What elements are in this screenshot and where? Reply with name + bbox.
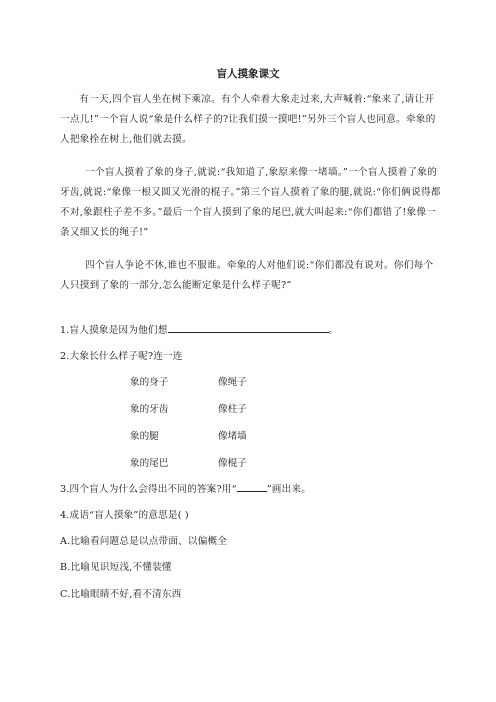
match-right-item[interactable]: 像堵墙 — [218, 431, 247, 442]
match-right-item[interactable]: 像绳子 — [218, 377, 247, 388]
paragraph-1: 有一天,四个盲人坐在树下乘凉。有个人牵着大象走过来,大声喊着:“象来了,请让开一点儿!”一个盲人说“象是什么样子的?让我们摸一摸吧!”另外三个盲人也同意。牵象的人把象拴在树上,他们就去摸。 — [60, 94, 436, 145]
question-2: 2.大象长什么样子呢?连一连 — [60, 351, 183, 362]
paragraph-3: 四个盲人争论不休,谁也不服谁。牵象的人对他们说:“你们都没有说对。你们每个人只摸到了象的一部分,怎么能断定象是什么样子呢?” — [60, 260, 434, 291]
underline-sample — [237, 491, 267, 492]
match-right-item[interactable]: 像棍子 — [218, 458, 247, 469]
match-left-item[interactable]: 象的身子 — [130, 377, 169, 388]
question-1-text: 1.盲人摸象是因为他们想 — [60, 325, 168, 336]
question-4: 4.成语“盲人摸象”的意思是( ) — [60, 510, 189, 521]
question-3-end: ”画出来。 — [266, 484, 311, 495]
answer-blank-1[interactable] — [168, 332, 329, 333]
question-3-text: 3.四个盲人为什么会得出不同的答案?用“ — [60, 484, 237, 495]
paragraph-2: 一个盲人摸着了象的身子,就说:“我知道了,象原来像一堵墙。”一个盲人摸着了象的牙齿,就说:“象像一根又圆又光滑的棍子。”第三个盲人摸着了象的腿,就说:“你们俩说得都不对,象跟柱子差不多。”最后一个盲人摸到了象的尾巴,就大叫起来:“你们都错了!象像一条又细又长的绳子!” — [60, 167, 441, 238]
option-c[interactable]: C.比喻眼睛不好,看不清东西 — [60, 589, 182, 600]
match-left-item[interactable]: 象的腿 — [130, 431, 159, 442]
question-1 — [60, 324, 338, 338]
question-3 — [60, 483, 311, 497]
match-left-item[interactable]: 象的尾巴 — [130, 458, 169, 469]
option-a[interactable]: A.比喻看问题总是以点带面、以偏概全 — [60, 536, 228, 547]
option-b[interactable]: B.比喻见识短浅,不懂装懂 — [60, 562, 172, 573]
match-left-item[interactable]: 象的牙齿 — [130, 404, 169, 415]
match-right-item[interactable]: 像柱子 — [218, 404, 247, 415]
document-title: 盲人摸象课文 — [216, 68, 280, 80]
question-1-end: 。 — [328, 325, 339, 336]
